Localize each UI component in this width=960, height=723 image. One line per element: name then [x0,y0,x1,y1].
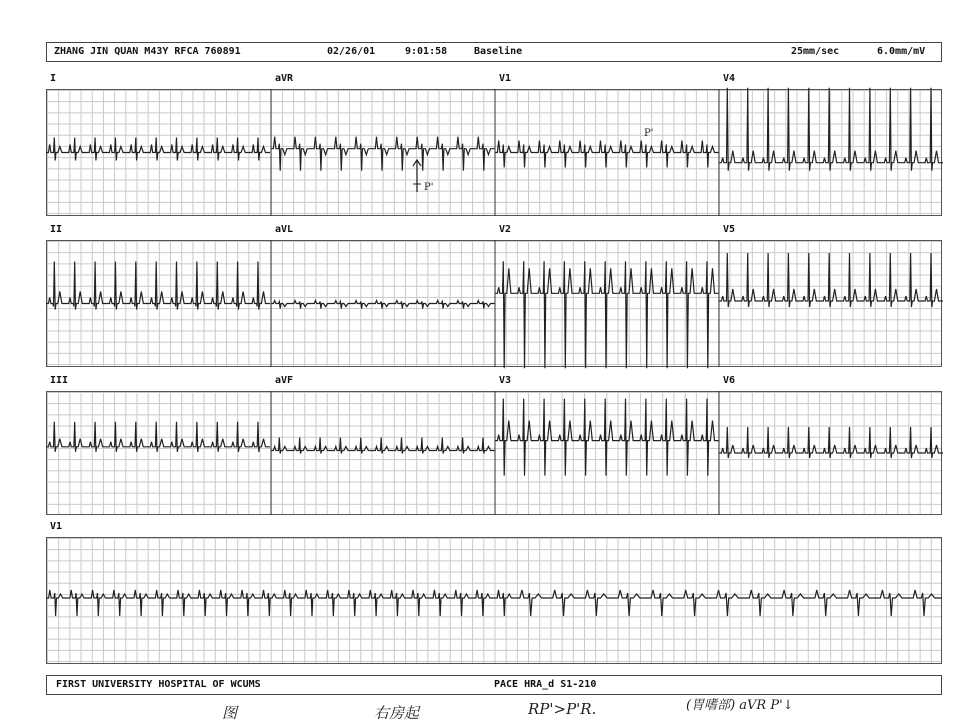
lead-label-v4: V4 [723,73,736,84]
ecg-footer [46,675,942,695]
p-prime-annotation-avr: P' [424,182,434,193]
hospital-name: FIRST UNIVERSITY HOSPITAL OF WCUMS [56,679,261,690]
recording-time: 9:01:58 [405,46,448,57]
lead-label-v3: V3 [499,375,512,386]
ecg-trace-v5 [719,253,943,307]
recording-state: Baseline [474,46,523,57]
ecg-trace-v3 [495,399,719,476]
lead-label-v2: V2 [499,224,512,235]
ecg-trace-iii [46,422,270,452]
ecg-trace-avl [271,301,495,309]
arrow-up-icon [408,158,428,194]
lead-label-v6: V6 [723,375,736,386]
p-prime-annotation-v1: P' [644,128,654,139]
gain-setting: 6.0mm/mV [877,46,926,57]
lead-label-avl: aVL [275,224,294,235]
lead-label-ii: II [50,224,63,235]
paper-speed: 25mm/sec [791,46,840,57]
ecg-trace-i [46,138,270,161]
lead-label-i: I [50,73,57,84]
ecg-trace-v2 [495,261,719,368]
handwritten-note-4: (胃嗜部) aVR P'↓ [686,698,794,713]
handwritten-note-2: 右房起 [374,704,420,722]
lead-label-iii: III [50,375,69,386]
recording-date: 02/26/01 [327,46,376,57]
handwritten-note-3: RP'>P'R. [528,700,597,718]
handwritten-note-1: 图 [222,704,238,722]
ecg-trace-v6 [719,427,943,458]
ecg-trace-rhythm-v1 [46,590,942,616]
ecg-trace-v1 [495,141,719,168]
ecg-trace-avf [271,438,495,454]
ecg-trace-ii [46,262,270,310]
lead-label-avr: aVR [275,73,294,84]
lead-label-avf: aVF [275,375,294,386]
lead-label-rhythm-v1: V1 [50,521,63,532]
lead-label-v5: V5 [723,224,736,235]
ecg-trace-v4 [719,88,943,171]
patient-info: ZHANG JIN QUAN M43Y RFCA 760891 [54,46,241,57]
lead-label-v1: V1 [499,73,512,84]
ecg-trace-avr [271,137,495,171]
pacing-protocol: PACE HRA_d S1-210 [494,679,597,690]
